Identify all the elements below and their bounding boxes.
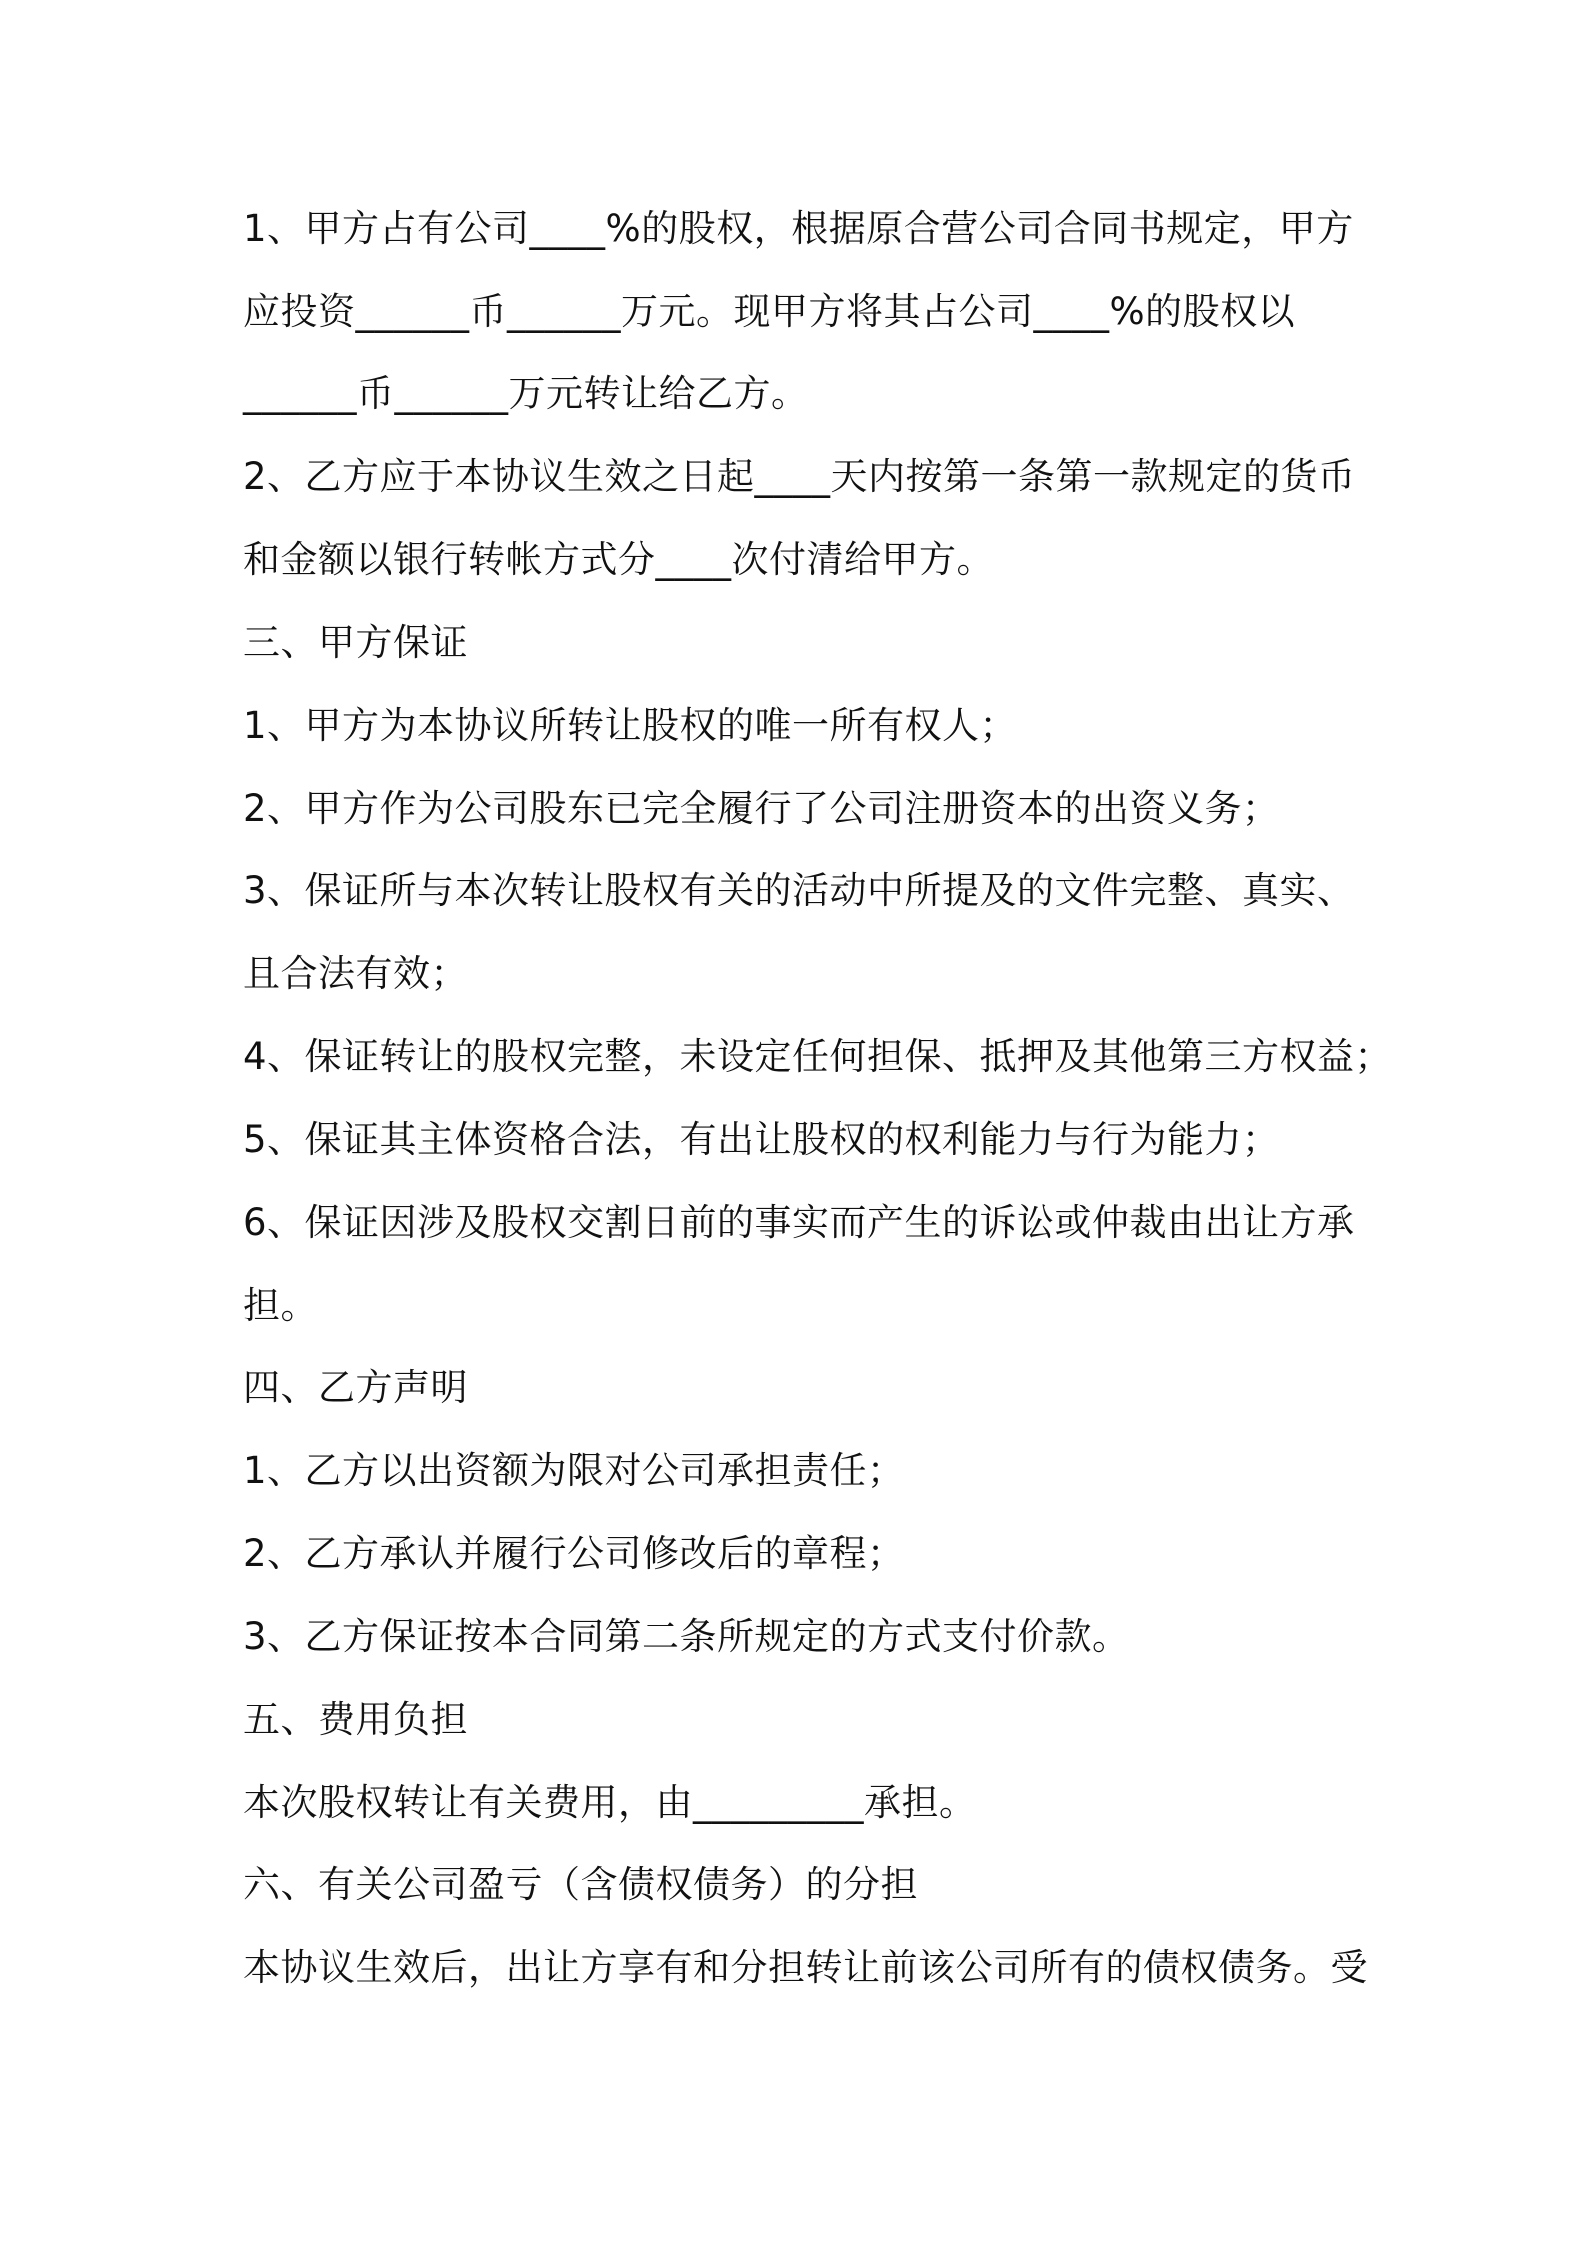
- text-line: 1、乙方以出资额为限对公司承担责任；: [243, 1449, 905, 1492]
- section-heading: 五、费用负担: [243, 1698, 468, 1741]
- text-line: 1、甲方为本协议所转让股权的唯一所有权人；: [243, 704, 1018, 747]
- text-line: 担。: [243, 1284, 318, 1327]
- section-heading: 三、甲方保证: [243, 621, 468, 664]
- text-line: 应投资______币______万元。现甲方将其占公司____%的股权以: [243, 290, 1296, 333]
- text-line: 1、甲方占有公司____%的股权，根据原合营公司合同书规定，甲方: [243, 207, 1354, 250]
- section-heading: 六、有关公司盈亏（含债权债务）的分担: [243, 1863, 918, 1906]
- section-heading: 四、乙方声明: [243, 1366, 468, 1409]
- text-line: 本协议生效后，出让方享有和分担转让前该公司所有的债权债务。受: [243, 1946, 1368, 1989]
- text-line: 2、乙方承认并履行公司修改后的章程；: [243, 1532, 905, 1575]
- text-line: 5、保证其主体资格合法，有出让股权的权利能力与行为能力；: [243, 1118, 1280, 1161]
- text-line: 且合法有效；: [243, 952, 468, 995]
- text-line: 4、保证转让的股权完整，未设定任何担保、抵押及其他第三方权益；: [243, 1035, 1393, 1078]
- text-line: 2、甲方作为公司股东已完全履行了公司注册资本的出资义务；: [243, 787, 1280, 830]
- text-line: 和金额以银行转帐方式分____次付清给甲方。: [243, 538, 994, 581]
- text-line: 本次股权转让有关费用，由_________承担。: [243, 1781, 977, 1824]
- text-line: 2、乙方应于本协议生效之日起____天内按第一条第一款规定的货币: [243, 455, 1356, 498]
- text-line: ______币______万元转让给乙方。: [243, 372, 809, 415]
- text-line: 3、保证所与本次转让股权有关的活动中所提及的文件完整、真实、: [243, 869, 1355, 912]
- text-line: 3、乙方保证按本合同第二条所规定的方式支付价款。: [243, 1615, 1130, 1658]
- text-line: 6、保证因涉及股权交割日前的事实而产生的诉讼或仲裁由出让方承: [243, 1201, 1355, 1244]
